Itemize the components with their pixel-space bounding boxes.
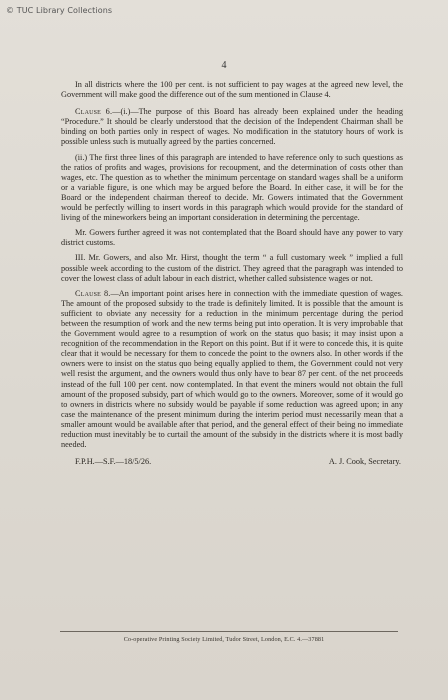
paragraph-district-customs: Mr. Gowers further agreed it was not contemplated that the Board should have any power to vary district customs. <box>61 228 403 248</box>
page-number: 4 <box>221 60 227 71</box>
reference-code: F.P.H.—S.F.—18/5/26. <box>75 457 152 467</box>
signature-line <box>61 457 403 467</box>
document-body <box>61 80 403 467</box>
signatory: A. J. Cook, Secretary. <box>328 457 401 467</box>
clause-8-text: —An important point arises here in connection with the immediate question of wages. The amount of the proposed subsidy to the trade is definitely limited. It is possible that the amount is sufficient to obviate any necessity for a reduction in the minimum percentage during the period between the resumption of work and the new terms being put into operation. It is very improbable that the Government would agree to a resumption of work on the status quo basis; it may insist upon a recognition of the recommendation in the Report on this point. But if it were to concede this, it is quite clear that it would be necessary for them to concede the point to the owners also. In other words if the owners were to insist on the status quo being equally applied to them, the Government could not very well resist the argument, and the owners would thus only have to bear 87 per cent. of the net proceeds instead of the full 100 per cent. now contemplated. In that event the miners would not obtain the full amount of the proposed subsidy, part of which would go to the owners. Moreover, some of it would go to owners in districts where no subsidy would be payable if some reduction was agreed upon; in any case the maintenance of the present minimum during the interim period must necessarily mean that a smaller amount would be available after that period, and the general effect of their being no immediate reduction must inevitably be to curtail the amount of the subsidy in the districts where it is most badly needed. <box>61 288 403 450</box>
paragraph-clause-6-i <box>61 107 403 147</box>
paragraph-clause-4-note: In all districts where the 100 per cent. is not sufficient to pay wages at the agreed new level, the Government will make good the difference out of the sum mentioned in Clause 4. <box>61 80 403 100</box>
paragraph-clause-8 <box>61 289 403 451</box>
printer-footer: Co-operative Printing Society Limited, Tudor Street, London, E.C. 4.—37881 <box>123 636 325 643</box>
clause-6-label: Clause 6. <box>75 107 113 117</box>
paragraph-customary-week: III. Mr. Gowers, and also Mr. Hirst, thought the term “ a full customary week ” implied a full possible week according to the custom of the district. They agreed that the paragraph was intended to cover the lowest class of adult labour in each district, whether called subsistence wages or not. <box>61 253 403 283</box>
clause-8-label: Clause 8. <box>75 288 111 298</box>
watermark: © TUC Library Collections <box>6 6 113 15</box>
footer-divider <box>60 631 398 632</box>
paragraph-clause-6-ii: (ii.) The first three lines of this paragraph are intended to have reference only to such questions as the ratios of profits and wages, provisions for recoupment, and the determination of costs other than wages, etc. The question as to whether the minimum percentage on standard wages shall be a uniform or a variable figure, is one which may be argued before the Board. In either case, it will be for the Board or the independent chairman thereof to decide. Mr. Gowers intimated that the Government would be perfectly willing to insert words in this paragraph which would provide for the standard of living of the mineworkers being an important consideration in determining the percentage. <box>61 152 403 223</box>
clause-6-text: —(i.)—The purpose of this Board has already been explained under the heading “Procedure.” It should be clearly understood that the decision of the Independent Chairman shall be binding on both parties only in respect of wages. No modification in the statutory hours of work is possible unless such is mutually agreed by the parties concerned. <box>61 107 403 147</box>
